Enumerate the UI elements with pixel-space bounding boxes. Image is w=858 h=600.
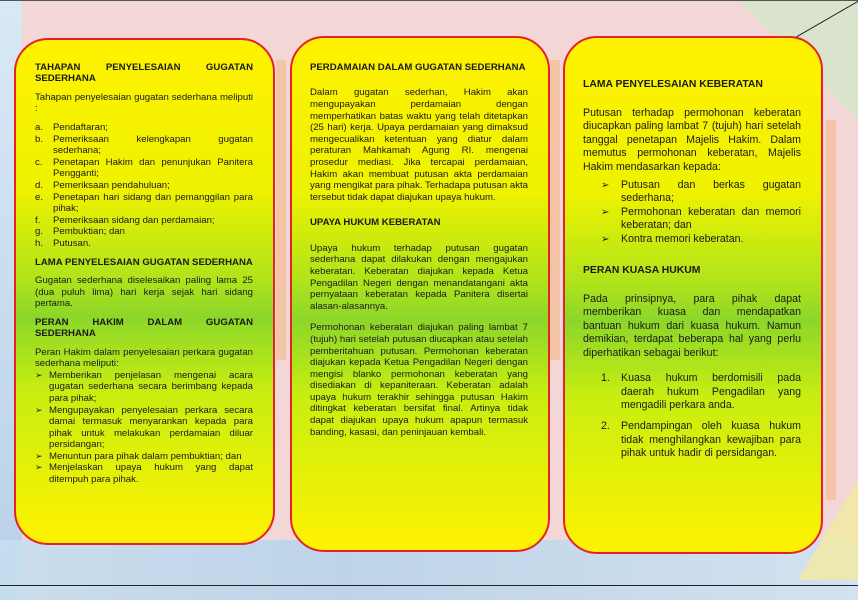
list-item: ➢ Menuntun para pihak dalam pembuktian; dan xyxy=(35,450,242,462)
arrow-bullet-icon: ➢ xyxy=(35,450,43,461)
list-item: d. Pemeriksaan pendahuluan; xyxy=(35,179,170,191)
list-item: ➢ Kontra memori keberatan. xyxy=(601,232,744,245)
list-item: ➢ Mengupayakan penyelesaian perkara secara damai termasuk menyarankan kepada para pihak untuk melakukan perdamaian diluar persidangan; xyxy=(35,404,253,451)
panel-tahapan xyxy=(14,38,275,545)
note-list xyxy=(583,372,801,460)
arrow-bullet-icon: ➢ xyxy=(601,233,610,245)
list-item: h. Putusan. xyxy=(35,237,91,249)
basis-list xyxy=(583,179,801,246)
arrow-bullet-icon: ➢ xyxy=(601,206,610,218)
list-item: e. Penetapan hari sidang dan pemanggilan para pihak; xyxy=(35,191,253,215)
section-text: Gugatan sederhana diselesaikan paling lama 25 (dua puluh lima) hari kerja sejak hari sidang pertama. xyxy=(35,274,253,310)
background-strip xyxy=(276,60,286,360)
list-item: c. Penetapan Hakim dan penunjukan Panitera Pengganti; xyxy=(35,156,253,180)
arrow-bullet-icon: ➢ xyxy=(35,404,43,415)
section-title: TAHAPAN PENYELESAIAN GUGATAN SEDERHANA xyxy=(35,62,253,85)
list-item: ➢ Putusan dan berkas gugatan sederhana; xyxy=(601,179,801,205)
section-title: UPAYA HUKUM KEBERATAN xyxy=(310,217,441,229)
arrow-bullet-icon: ➢ xyxy=(35,462,43,473)
arrow-bullet-icon: ➢ xyxy=(35,369,43,380)
section-title: PERAN KUASA HUKUM xyxy=(583,265,701,277)
background-strip xyxy=(550,60,560,360)
list-item: f. Pemeriksaan sidang dan perdamaian; xyxy=(35,214,215,226)
section-title: PERAN HAKIM DALAM GUGATAN SEDERHANA xyxy=(35,316,253,340)
list-item: 1. Kuasa hukum berdomisili pada daerah hukum Pengadilan yang mengadili perkara anda. xyxy=(601,372,801,411)
section-title: LAMA PENYELESAIAN KEBERATAN xyxy=(583,79,763,90)
background-strip xyxy=(826,120,836,500)
list-item: ➢ Permohonan keberatan dan memori keberatan; dan xyxy=(601,205,801,232)
list-item: b. Pemeriksaan kelengkapan gugatan sederhana; xyxy=(35,133,253,157)
section-intro: Peran Hakim dalam penyelesaian perkara gugatan sederhana meliputi: xyxy=(35,346,253,370)
section-text: Upaya hukum terhadap putusan gugatan sederhana dapat dilakukan dengan mengajukan keberatan. Keberatan diajukan kepada Ketua Pengadilan Negeri dengan menandatangani akta pernyataan keberatan kepada Panitera disertai alasan-alasannya. xyxy=(310,242,528,312)
section-intro: Tahapan penyelesaian gugatan sederhana meliputi : xyxy=(35,91,253,115)
role-list xyxy=(35,370,253,486)
section-title: PERDAMAIAN DALAM GUGATAN SEDERHANA xyxy=(310,62,526,73)
panel-perdamaian xyxy=(290,36,550,552)
stage-list xyxy=(35,122,253,250)
top-border-line xyxy=(0,0,858,1)
bottom-border-line xyxy=(0,585,858,586)
panel-keberatan xyxy=(563,36,823,554)
section-text: Permohonan keberatan diajukan paling lambat 7 (tujuh) hari setelah putusan diucapkan atau setelah pemberitahuan putusan. Permohonan keberatan diajukan kepada Ketua Pengadilan Negeri dengan mengisi blanko permohonan keberatan yang disediakan di kepaniteraan. Keberatan adalah upaya hukum terakhir sehingga putusan Hakim ditingkat keberatan bersifat final. Artinya tidak dapat diajukan upaya hukum apapun termasuk banding, kasasi, dan peninjauan kembali. xyxy=(310,322,528,438)
section-text: Dalam gugatan sederhan, Hakim akan mengupayakan perdamaian dengan memperhatikan batas waktu yang telah ditetapkan (25 hari) kerja. Upaya perdamaian yang dimaksud mengecualikan ketentuan yang diatur dalam peraturan Mahkamah Agung RI. mengenai prosedur mediasi. Jika tercapai perdamaian, Hakim akan membuat putusan akta perdamaian yang mengikat para pihak. Terhadapa putusan akta tersebut tidak dapat diajukan upaya hukum. xyxy=(310,87,528,203)
list-item: g. Pembuktian; dan xyxy=(35,226,125,238)
section-text: Pada prinsipnya, para pihak dapat memberikan kuasa dan mendapatkan bantuan hukum dari kuasa hukum. Namun demikian, terdapat beberapa hal yang perlu diperhatikan sebagai berikut: xyxy=(583,293,801,359)
list-item: ➢ Menjelaskan upaya hukum yang dapat ditempuh para pihak. xyxy=(35,462,253,486)
section-title: LAMA PENYELESAIAN GUGATAN SEDERHANA xyxy=(35,256,253,268)
list-item: 2. Pendampingan oleh kuasa hukum tidak menghilangkan kewajiban para pihak untuk hadir di persidangan. xyxy=(601,420,801,460)
section-text: Putusan terhadap permohonan keberatan diucapkan paling lambat 7 (tujuh) hari setelah tanggal penetapan Majelis Hakim. Dalam memutus permohonan keberatan, Majelis Hakim mendasarkan kepada: xyxy=(583,107,801,173)
list-item: ➢ Memberikan penjelasan mengenai acara gugatan sederhana secara berimbang kepada para pihak; xyxy=(35,369,253,404)
arrow-bullet-icon: ➢ xyxy=(601,180,610,192)
list-item: a. Pendaftaran; xyxy=(35,122,108,133)
